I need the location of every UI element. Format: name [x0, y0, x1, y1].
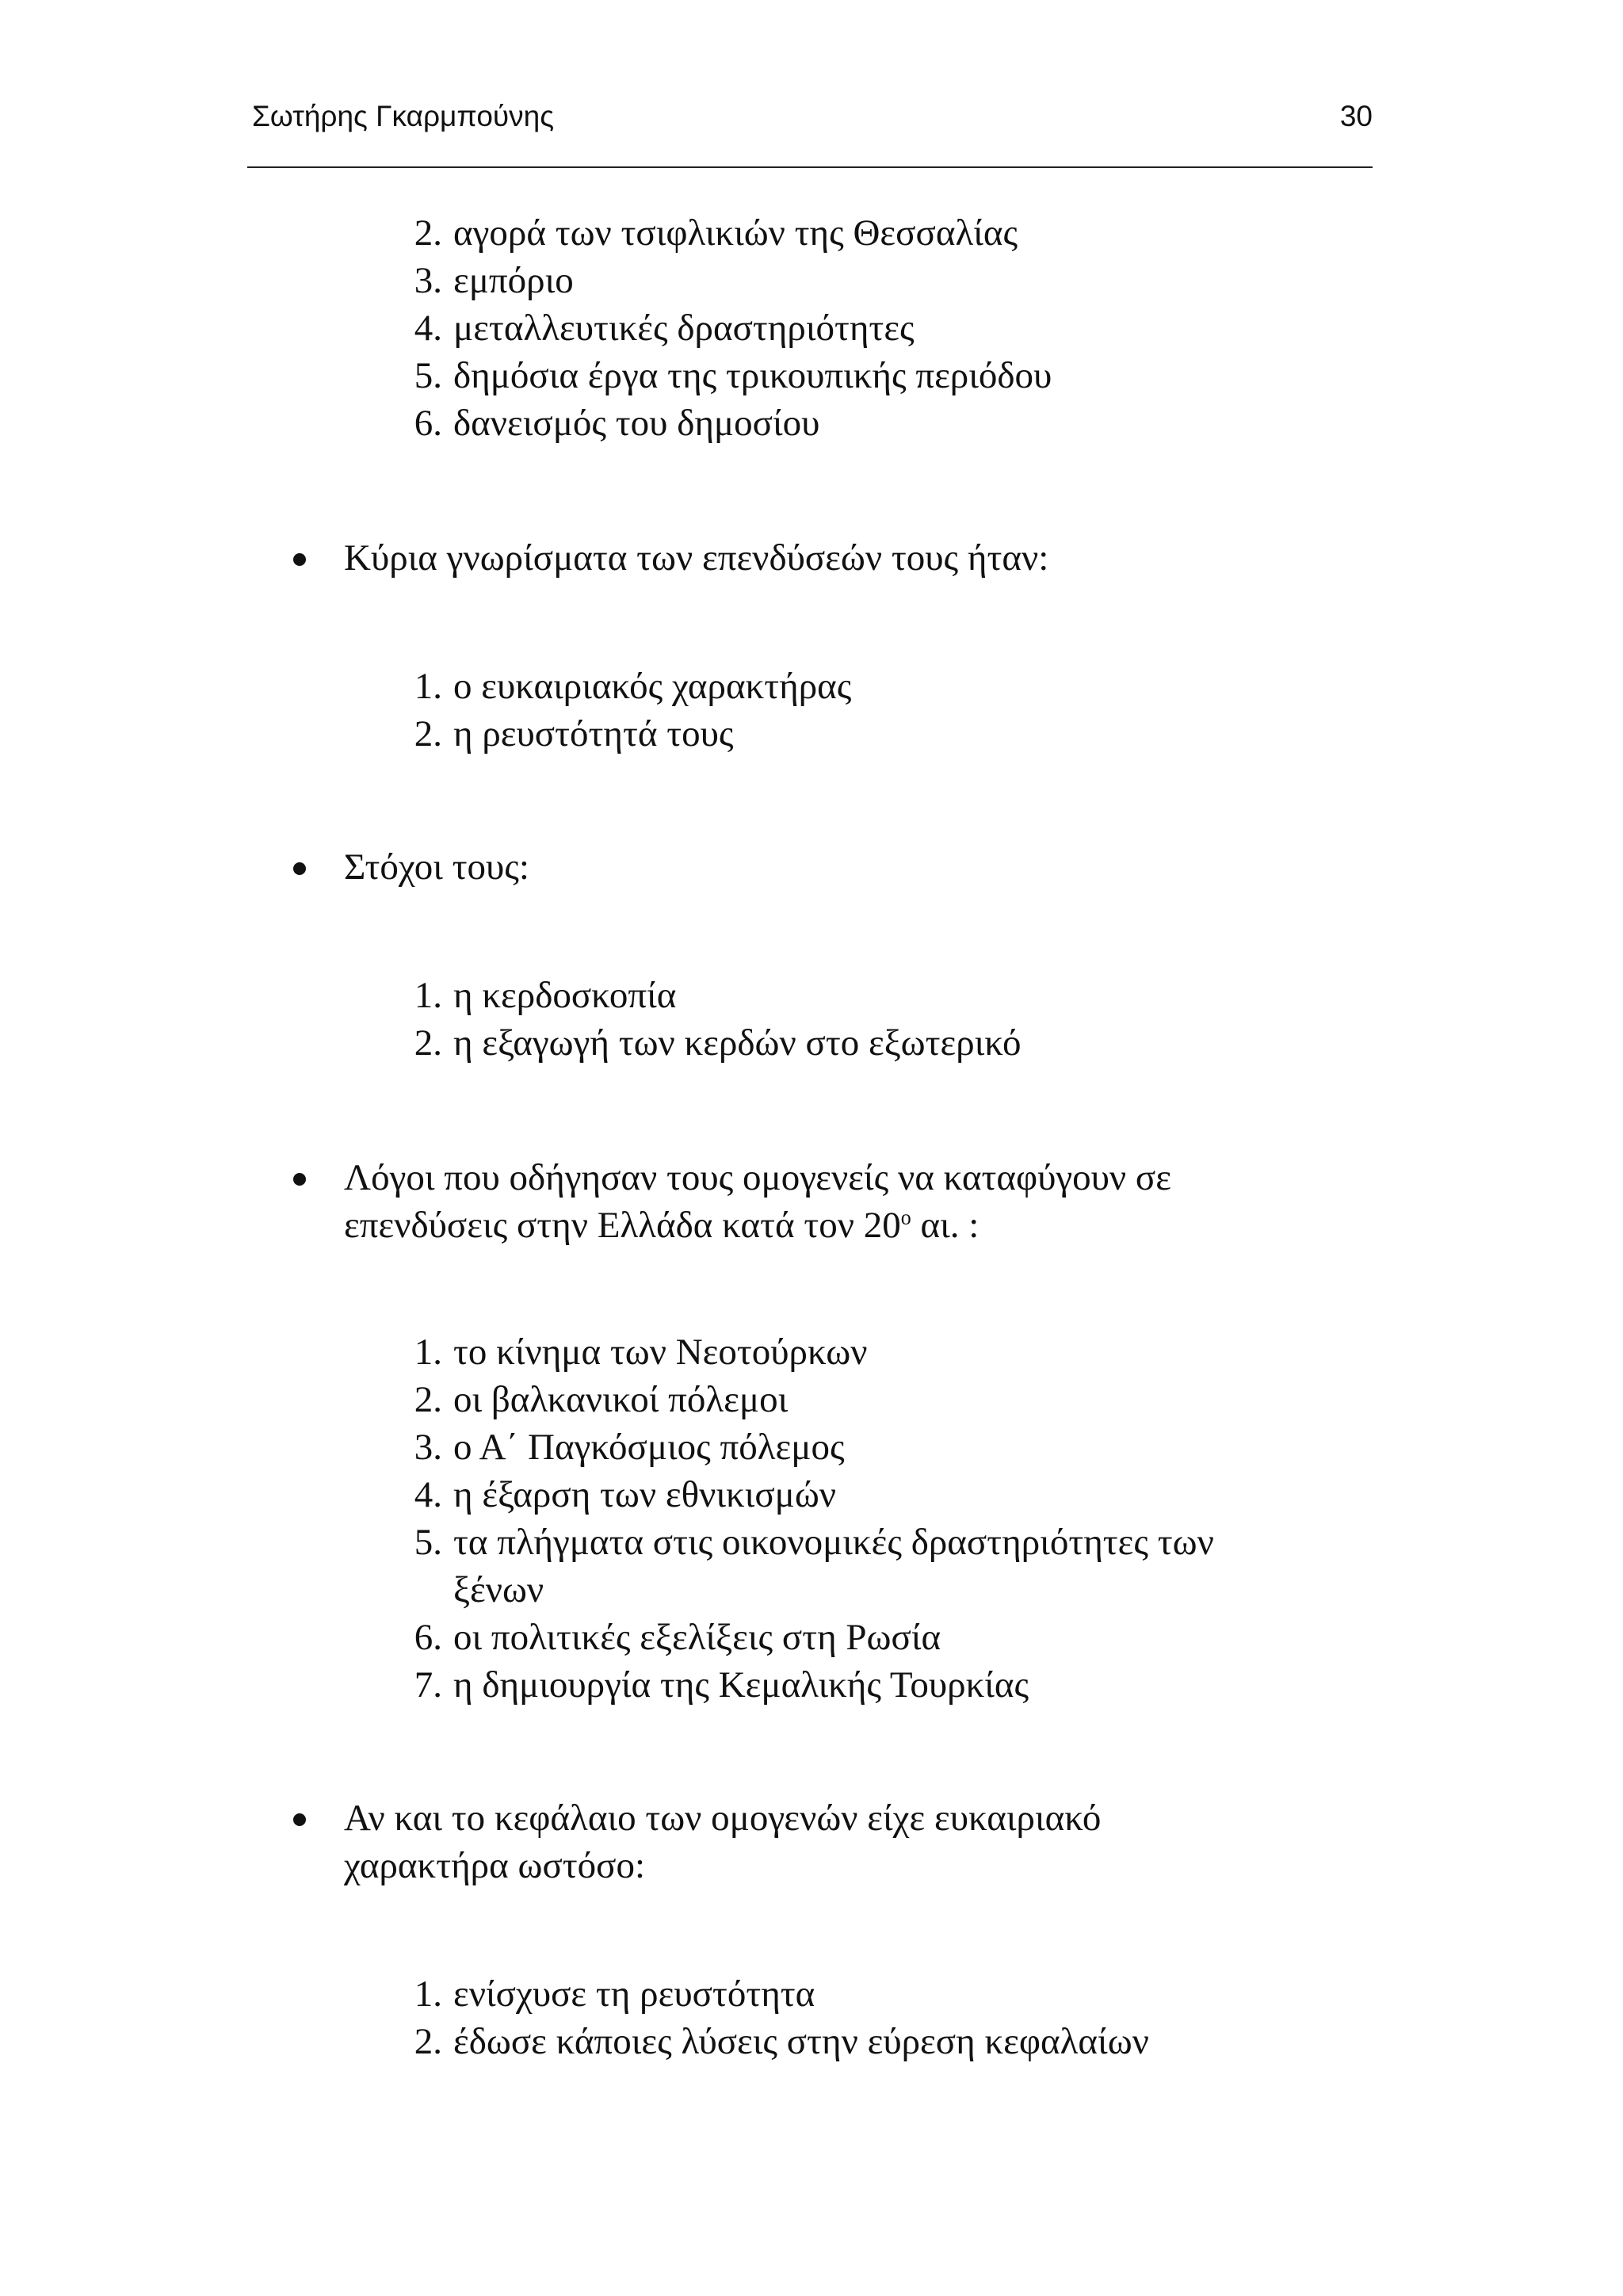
list-number: 6.: [414, 403, 442, 444]
bullet-text: [344, 1154, 1279, 1249]
list-number: 1.: [414, 1973, 442, 2015]
ordinal-superscript: ο: [900, 1205, 911, 1229]
list-item: [388, 1519, 1379, 1614]
list-text: η κερδοσκοπία: [453, 975, 677, 1016]
bullet-text-line: επενδύσεις στην Ελλάδα κατά τον 20: [344, 1205, 901, 1246]
list-text: εμπόριο: [453, 260, 574, 301]
list-item: [388, 257, 1379, 304]
list-number: 3.: [414, 1427, 442, 1468]
bullet-text-line-end: αι. :: [911, 1205, 980, 1246]
list-number: 4.: [414, 1474, 442, 1515]
list-text: η εξαγωγή των κερδών στο εξωτερικό: [453, 1022, 1022, 1064]
bullet-dot-icon: [293, 1173, 306, 1186]
bullet-dot-icon: [293, 862, 306, 875]
list-number: 2.: [414, 713, 442, 755]
bullet-text: [344, 1794, 1279, 1889]
list-number: 7.: [414, 1664, 442, 1706]
list-number: 1.: [414, 666, 442, 707]
list-item: [388, 1661, 1379, 1709]
list-text: δανεισμός του δημοσίου: [453, 403, 820, 444]
list-text: έδωσε κάποιες λύσεις στην εύρεση κεφαλαίων: [453, 2021, 1149, 2062]
bullet-text: Κύρια γνωρίσματα των επενδύσεών τους ήταν:: [344, 537, 1049, 579]
list-text: αγορά των τσιφλικιών της Θεσσαλίας: [453, 212, 1018, 254]
list-item: [388, 710, 1379, 758]
list-text: η ρευστότητά τους: [453, 713, 734, 755]
list-number: 2.: [414, 1022, 442, 1064]
list-number: 4.: [414, 308, 442, 349]
header-divider: [247, 166, 1373, 168]
list-item: [388, 1423, 1379, 1471]
list-item: [388, 972, 1379, 1019]
list-text: το κίνημα των Νεοτούρκων: [453, 1331, 868, 1373]
list-item: [388, 352, 1379, 399]
bullet-text-line: Αν και το κεφάλαιο των ομογενών είχε ευκαιριακό: [344, 1797, 1102, 1839]
list-text: μεταλλευτικές δραστηριότητες: [453, 308, 915, 349]
list-item: [388, 1614, 1379, 1661]
list-number: 2.: [414, 1379, 442, 1420]
list-number: 2.: [414, 2021, 442, 2062]
list-text: δημόσια έργα της τρικουπικής περιόδου: [453, 355, 1052, 396]
list-item: [388, 1471, 1379, 1519]
list-item: [388, 663, 1379, 710]
list-text: η έξαρση των εθνικισμών: [453, 1474, 837, 1515]
bullet-text: Στόχοι τους:: [344, 846, 529, 888]
header-page-number: 30: [1339, 100, 1373, 132]
list-number: 2.: [414, 212, 442, 254]
list-number: 1.: [414, 975, 442, 1016]
list-item: [388, 399, 1379, 447]
list-text: ο ευκαιριακός χαρακτήρας: [453, 666, 852, 707]
list-item: [388, 209, 1379, 257]
list-item: [388, 1376, 1379, 1423]
header-author: Σωτήρης Γκαρμπούνης: [252, 100, 555, 132]
list-text: ενίσχυσε τη ρευστότητα: [453, 1973, 815, 2015]
page-header: [247, 94, 1373, 157]
bullet-text-line: χαρακτήρα ωστόσο:: [344, 1845, 646, 1886]
bullet-dot-icon: [293, 553, 306, 566]
list-item: [388, 304, 1379, 352]
list-number: 5.: [414, 1522, 442, 1563]
list-item: [388, 1970, 1379, 2018]
list-text: ο Α΄ Παγκόσμιος πόλεμος: [453, 1427, 845, 1468]
list-text: οι βαλκανικοί πόλεμοι: [453, 1379, 789, 1420]
list-item: [388, 1019, 1379, 1067]
list-number: 6.: [414, 1617, 442, 1658]
list-number: 3.: [414, 260, 442, 301]
list-text: τα πλήγματα στις οικονομικές δραστηριότητες των ξένων: [453, 1522, 1214, 1610]
list-item: [388, 2018, 1379, 2065]
list-item: [388, 1328, 1379, 1376]
list-number: 1.: [414, 1331, 442, 1373]
bullet-dot-icon: [293, 1813, 306, 1826]
bullet-text-line: Λόγοι που οδήγησαν τους ομογενείς να καταφύγουν σε: [344, 1157, 1171, 1198]
list-text: η δημιουργία της Κεμαλικής Τουρκίας: [453, 1664, 1029, 1706]
list-text: οι πολιτικές εξελίξεις στη Ρωσία: [453, 1617, 941, 1658]
list-number: 5.: [414, 355, 442, 396]
